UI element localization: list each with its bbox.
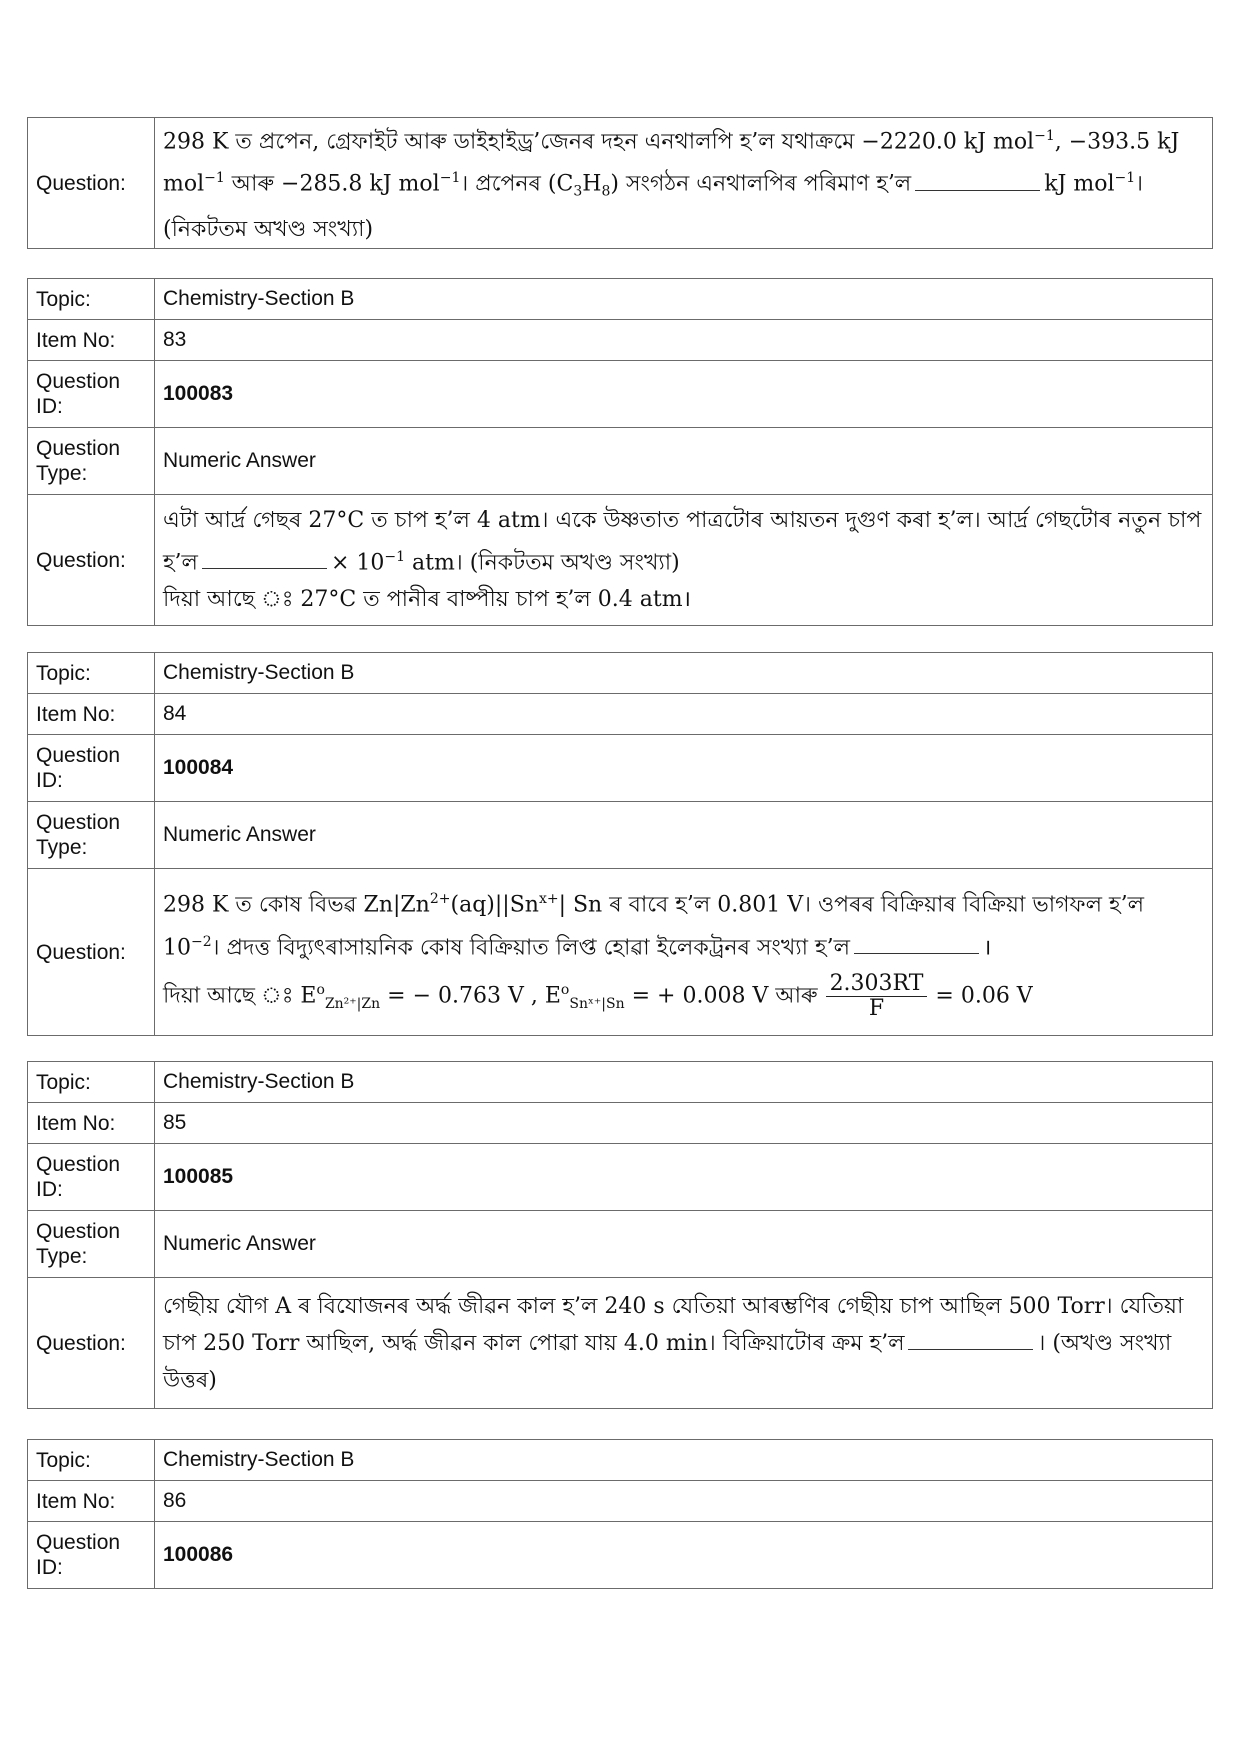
question-id-value: 100084	[155, 735, 1213, 802]
item-no-value: 85	[155, 1103, 1213, 1144]
question-type-value: Numeric Answer	[155, 802, 1213, 869]
question-label: Question:	[28, 495, 155, 626]
question-type-value: Numeric Answer	[155, 1211, 1213, 1278]
question-id-label: Question ID:	[28, 1144, 155, 1211]
question-86-block	[27, 1439, 1213, 1589]
topic-label: Topic:	[28, 279, 155, 320]
item-no-label: Item No:	[28, 320, 155, 361]
topic-value: Chemistry-Section B	[155, 1440, 1213, 1481]
question-82-block	[27, 117, 1213, 249]
item-no-value: 83	[155, 320, 1213, 361]
topic-label: Topic:	[28, 653, 155, 694]
question-id-label: Question ID:	[28, 1522, 155, 1589]
topic-value: Chemistry-Section B	[155, 1062, 1213, 1103]
topic-value: Chemistry-Section B	[155, 653, 1213, 694]
question-id-value: 100086	[155, 1522, 1213, 1589]
topic-label: Topic:	[28, 1440, 155, 1481]
fraction: $\frac{2.303RT}{F}$	[826, 972, 928, 1021]
question-id-value: 100083	[155, 361, 1213, 428]
question-85-text: গেছীয় যৌগ A ৰ বিযোজনৰ অৰ্দ্ধ জীৱন কাল হ’ল 240 s যেতিয়া আৰম্ভণিৰ গেছীয় চাপ আছিল 500 Torr। যেতিয়া চাপ 250 Torr আছিল, অৰ্দ্ধ জীৱন কাল পোৱা যায় 4.0 min। বিক্ৰিয়াটোৰ ক্ৰম হ’ল । (অখণ্ড সংখ্যা উত্তৰ)	[155, 1278, 1213, 1409]
question-type-value: Numeric Answer	[155, 428, 1213, 495]
answer-blank	[854, 935, 979, 954]
item-no-label: Item No:	[28, 694, 155, 735]
answer-blank	[915, 172, 1040, 191]
question-82-text: 298 K ত প্ৰপেন, গ্ৰেফাইট আৰু ডাইহাইড্ৰ’জেনৰ দহন এনথালপি হ’ল যথাক্ৰমে −2220.0 kJ mol$^{-1}$, −393.5 kJ mol$^{-1}$ আৰু −285.8 kJ mol$^{-1}$। প্ৰপেনৰ $(C_3H_8)$ সংগঠন এনথালপিৰ পৰিমাণ হ’ল kJ mol$^{-1}$। (নিকটতম অখণ্ড সংখ্যা)	[155, 118, 1213, 249]
item-no-label: Item No:	[28, 1103, 155, 1144]
item-no-label: Item No:	[28, 1481, 155, 1522]
question-type-label: Question Type:	[28, 1211, 155, 1278]
question-id-value: 100085	[155, 1144, 1213, 1211]
topic-value: Chemistry-Section B	[155, 279, 1213, 320]
question-84-block	[27, 652, 1213, 1036]
topic-label: Topic:	[28, 1062, 155, 1103]
answer-blank	[908, 1331, 1033, 1350]
question-id-label: Question ID:	[28, 361, 155, 428]
question-label: Question:	[28, 118, 155, 249]
question-type-label: Question Type:	[28, 802, 155, 869]
item-no-value: 84	[155, 694, 1213, 735]
question-label: Question:	[28, 1278, 155, 1409]
question-83-block	[27, 278, 1213, 626]
question-85-block	[27, 1061, 1213, 1409]
answer-blank	[202, 550, 327, 569]
question-label: Question:	[28, 869, 155, 1036]
item-no-value: 86	[155, 1481, 1213, 1522]
question-type-label: Question Type:	[28, 428, 155, 495]
question-id-label: Question ID:	[28, 735, 155, 802]
given-values: দিয়া আছে ঃ $E^o_{Zn^{2+}|Zn}$ = − 0.763 V , $E^o_{Snˣ^+|Sn}$ = + 0.008 V আৰু $\frac{2.303RT}{F}$ = 0.06 V	[163, 970, 1033, 1021]
question-83-text: এটা আৰ্দ্ৰ গেছৰ 27°C ত চাপ হ’ল 4 atm। একে উষ্ণতাত পাত্ৰটোৰ আয়তন দুগুণ কৰা হ’ল। আৰ্দ্ৰ গেছটোৰ নতুন চাপ হ’ল × $10^{-1}$ atm। (নিকটতম অখণ্ড সংখ্যা) দিয়া আছে ঃ 27°C ত পানীৰ বাষ্পীয় চাপ হ’ল 0.4 atm।	[155, 495, 1213, 626]
question-84-text: 298 K ত কোষ বিভৱ $Zn|Zn^{2+}(aq)||Sn^{x+}|$ Sn ৰ বাবে হ’ল 0.801 V। ওপৰৰ বিক্ৰিয়াৰ বিক্ৰিয়া ভাগফল হ’ল $10^{-2}।$ প্ৰদত্ত বিদ্যুৎৰাসায়নিক কোষ বিক্ৰিয়াত লিপ্ত হোৱা ইলেকট্ৰনৰ সংখ্যা হ’ল । দিয়া আছে ঃ $E^o_{Zn^{2+}|Zn}$ = − 0.763 V , $E^o_{Snˣ^+|Sn}$ = + 0.008 V আৰু $\frac{2.303RT}{F}$ = 0.06 V	[155, 869, 1213, 1036]
